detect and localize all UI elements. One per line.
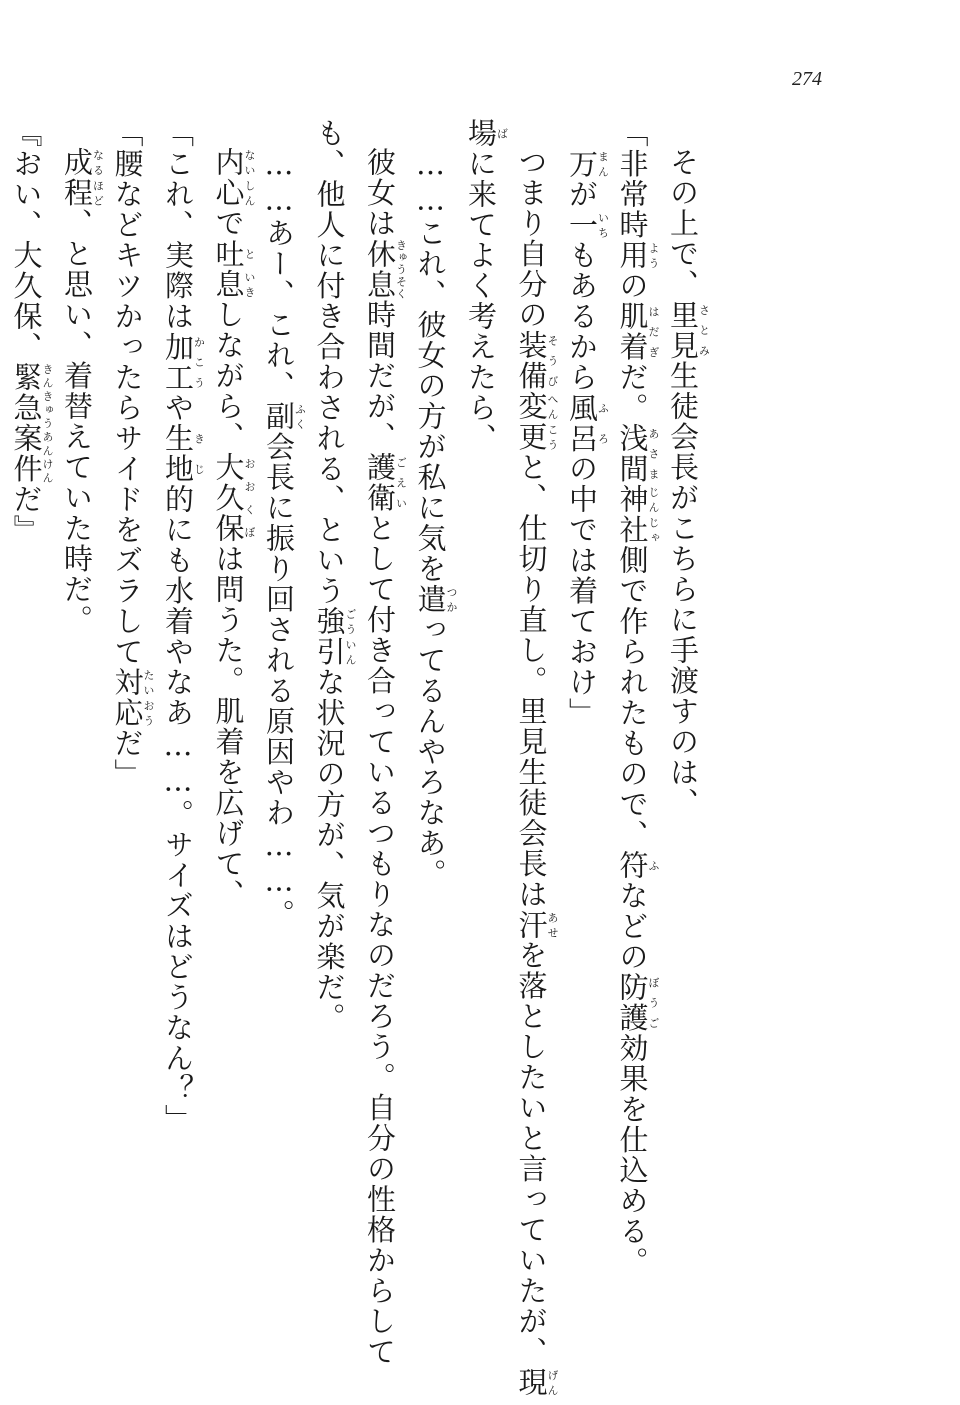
ruby-reading: あせ	[546, 909, 559, 940]
text-line	[508, 118, 559, 1398]
ruby-word: 休息きゅうそく	[363, 238, 408, 300]
text-segment: を落としたいと言っていたが、	[514, 940, 549, 1367]
text-line	[104, 118, 155, 1328]
text-segment: しながら、	[211, 299, 246, 452]
ruby-word: 吐と	[211, 238, 256, 269]
text-segment: に来てよく考えたら、	[464, 148, 498, 454]
ruby-reading: あさま	[647, 423, 660, 484]
ruby-reading: ば	[495, 118, 509, 149]
page-number: 274	[792, 68, 822, 90]
ruby-reading: さとみ	[697, 299, 711, 361]
ruby-reading: ないしん	[243, 147, 256, 208]
ruby-reading: きじ	[192, 423, 206, 484]
text-segment: だ。	[615, 362, 650, 423]
ruby-word: 緊急案件きんきゅうあんけん	[9, 362, 54, 484]
text-segment: と、仕切り直し。里見生徒会長は	[514, 452, 549, 910]
ruby-word: 生地きじ	[161, 423, 206, 484]
ruby-word: 現げん	[514, 1367, 559, 1398]
ruby-reading: じんじゃ	[647, 484, 660, 545]
ruby-reading: たいおう	[142, 667, 155, 728]
text-line	[205, 118, 256, 1328]
text-segment: 効果を仕込める。	[615, 1033, 650, 1277]
text-line	[458, 118, 509, 1328]
ruby-reading: いき	[243, 269, 256, 300]
text-line	[357, 118, 408, 1367]
vertical-text-body	[9, 118, 711, 1398]
ruby-word: 神社じんじゃ	[615, 484, 660, 545]
ruby-reading: ふろ	[596, 392, 610, 454]
text-segment: が	[565, 179, 599, 210]
ruby-reading: いち	[596, 209, 610, 240]
text-segment: 的にも水着やなあ……。サイズはどうなん？」	[161, 484, 195, 1135]
ruby-reading: きゅうそく	[394, 238, 408, 300]
ruby-reading: よう	[647, 240, 660, 271]
ruby-word: 遣つか	[413, 584, 458, 615]
text-line	[609, 118, 660, 1328]
ruby-reading: と	[243, 238, 256, 269]
text-segment: だ』	[9, 484, 44, 545]
ruby-reading: きんきゅうあんけん	[41, 362, 54, 484]
ruby-word: 加工かこう	[161, 331, 206, 393]
text-segment: つまり自分の	[514, 147, 549, 330]
text-segment: や	[161, 392, 195, 423]
text-segment: ……これ、彼女の方が私に気を	[413, 147, 448, 584]
text-segment: 時間だが、	[363, 299, 397, 452]
text-segment: 側で作られたもので、	[615, 545, 650, 850]
text-segment: で	[211, 208, 246, 239]
ruby-reading: へんこう	[546, 391, 559, 452]
text-line	[3, 118, 54, 1328]
ruby-word: 場ば	[464, 118, 509, 149]
text-line	[407, 118, 458, 1328]
ruby-reading: ぼうご	[647, 972, 660, 1033]
text-segment: も、他人に付き合わされる、という	[312, 118, 347, 606]
text-segment: だ」	[110, 728, 145, 789]
ruby-reading: ふ	[647, 850, 660, 881]
text-segment: 「非常時	[615, 118, 650, 240]
ruby-reading: ごういん	[344, 606, 357, 667]
text-line	[54, 118, 105, 1328]
text-line	[306, 118, 357, 1328]
ruby-reading: かこう	[192, 331, 206, 393]
ruby-reading: まん	[596, 148, 610, 179]
text-segment: の中では着ておけ」	[565, 453, 599, 728]
ruby-word: 里見さとみ	[666, 299, 711, 361]
ruby-reading: つか	[445, 584, 458, 615]
ruby-word: 用よう	[615, 240, 660, 271]
text-segment: その上で、	[666, 147, 700, 300]
text-segment: の	[615, 270, 650, 301]
ruby-word: 成程なるほど	[60, 147, 105, 208]
text-line	[0, 118, 3, 1328]
text-segment: 会長に振り回される原因やわ……。	[262, 431, 296, 930]
text-segment: 彼女は	[363, 147, 397, 239]
text-line	[559, 118, 610, 1328]
ruby-word: 汗あせ	[514, 909, 559, 940]
text-segment: として付き合っているつもりなのだろう。自分の性格からして	[363, 513, 397, 1367]
ruby-reading: そうび	[546, 330, 559, 391]
text-segment: 、と思い、着替えていた時だ。	[60, 208, 94, 635]
text-segment: などの	[615, 880, 650, 972]
text-segment: ……あー、これ、	[262, 147, 296, 401]
text-segment: な状況の方が、気が楽だ。	[312, 667, 347, 1033]
text-segment	[565, 118, 599, 149]
ruby-reading: ごえい	[394, 452, 408, 513]
text-segment: 生徒会長がこちらに手渡すのは、	[666, 360, 700, 818]
ruby-word: 万まん	[565, 148, 610, 179]
ruby-word: 護衛ごえい	[363, 452, 408, 513]
ruby-word: 防護ぼうご	[615, 972, 660, 1033]
text-segment: ってるんやろなあ。	[413, 614, 448, 889]
text-line	[660, 118, 711, 1328]
text-segment: 「腰などキツかったらサイドをズラして	[110, 118, 145, 667]
ruby-reading: ふく	[293, 401, 307, 432]
ruby-reading: げん	[546, 1367, 559, 1398]
text-segment: 『おい、大久保、	[9, 118, 44, 362]
text-line	[155, 118, 206, 1328]
ruby-word: 符ふ	[615, 850, 660, 881]
ruby-word: 変更へんこう	[514, 391, 559, 452]
ruby-reading: おおくぼ	[243, 452, 256, 544]
ruby-word: 大久保おおくぼ	[211, 452, 256, 544]
ruby-word: 内心ないしん	[211, 147, 256, 208]
ruby-word: 風呂ふろ	[565, 392, 610, 454]
ruby-word: 対応たいおう	[110, 667, 155, 728]
text-segment: は問うた。肌着を広げて、	[211, 543, 246, 910]
text-line	[256, 118, 307, 1328]
ruby-reading: はだぎ	[647, 301, 660, 362]
ruby-word: 息いき	[211, 269, 256, 300]
ruby-word: 副ふく	[262, 401, 307, 432]
ruby-word: 浅間あさま	[615, 423, 660, 484]
ruby-word: 装備そうび	[514, 330, 559, 391]
text-segment: 「これ、実際は	[161, 118, 195, 332]
text-segment: もあるから	[565, 240, 599, 393]
ruby-word: 肌着はだぎ	[615, 301, 660, 362]
ruby-reading: なるほど	[91, 147, 105, 208]
ruby-word: 強引ごういん	[312, 606, 357, 667]
ruby-word: 一いち	[565, 209, 610, 240]
